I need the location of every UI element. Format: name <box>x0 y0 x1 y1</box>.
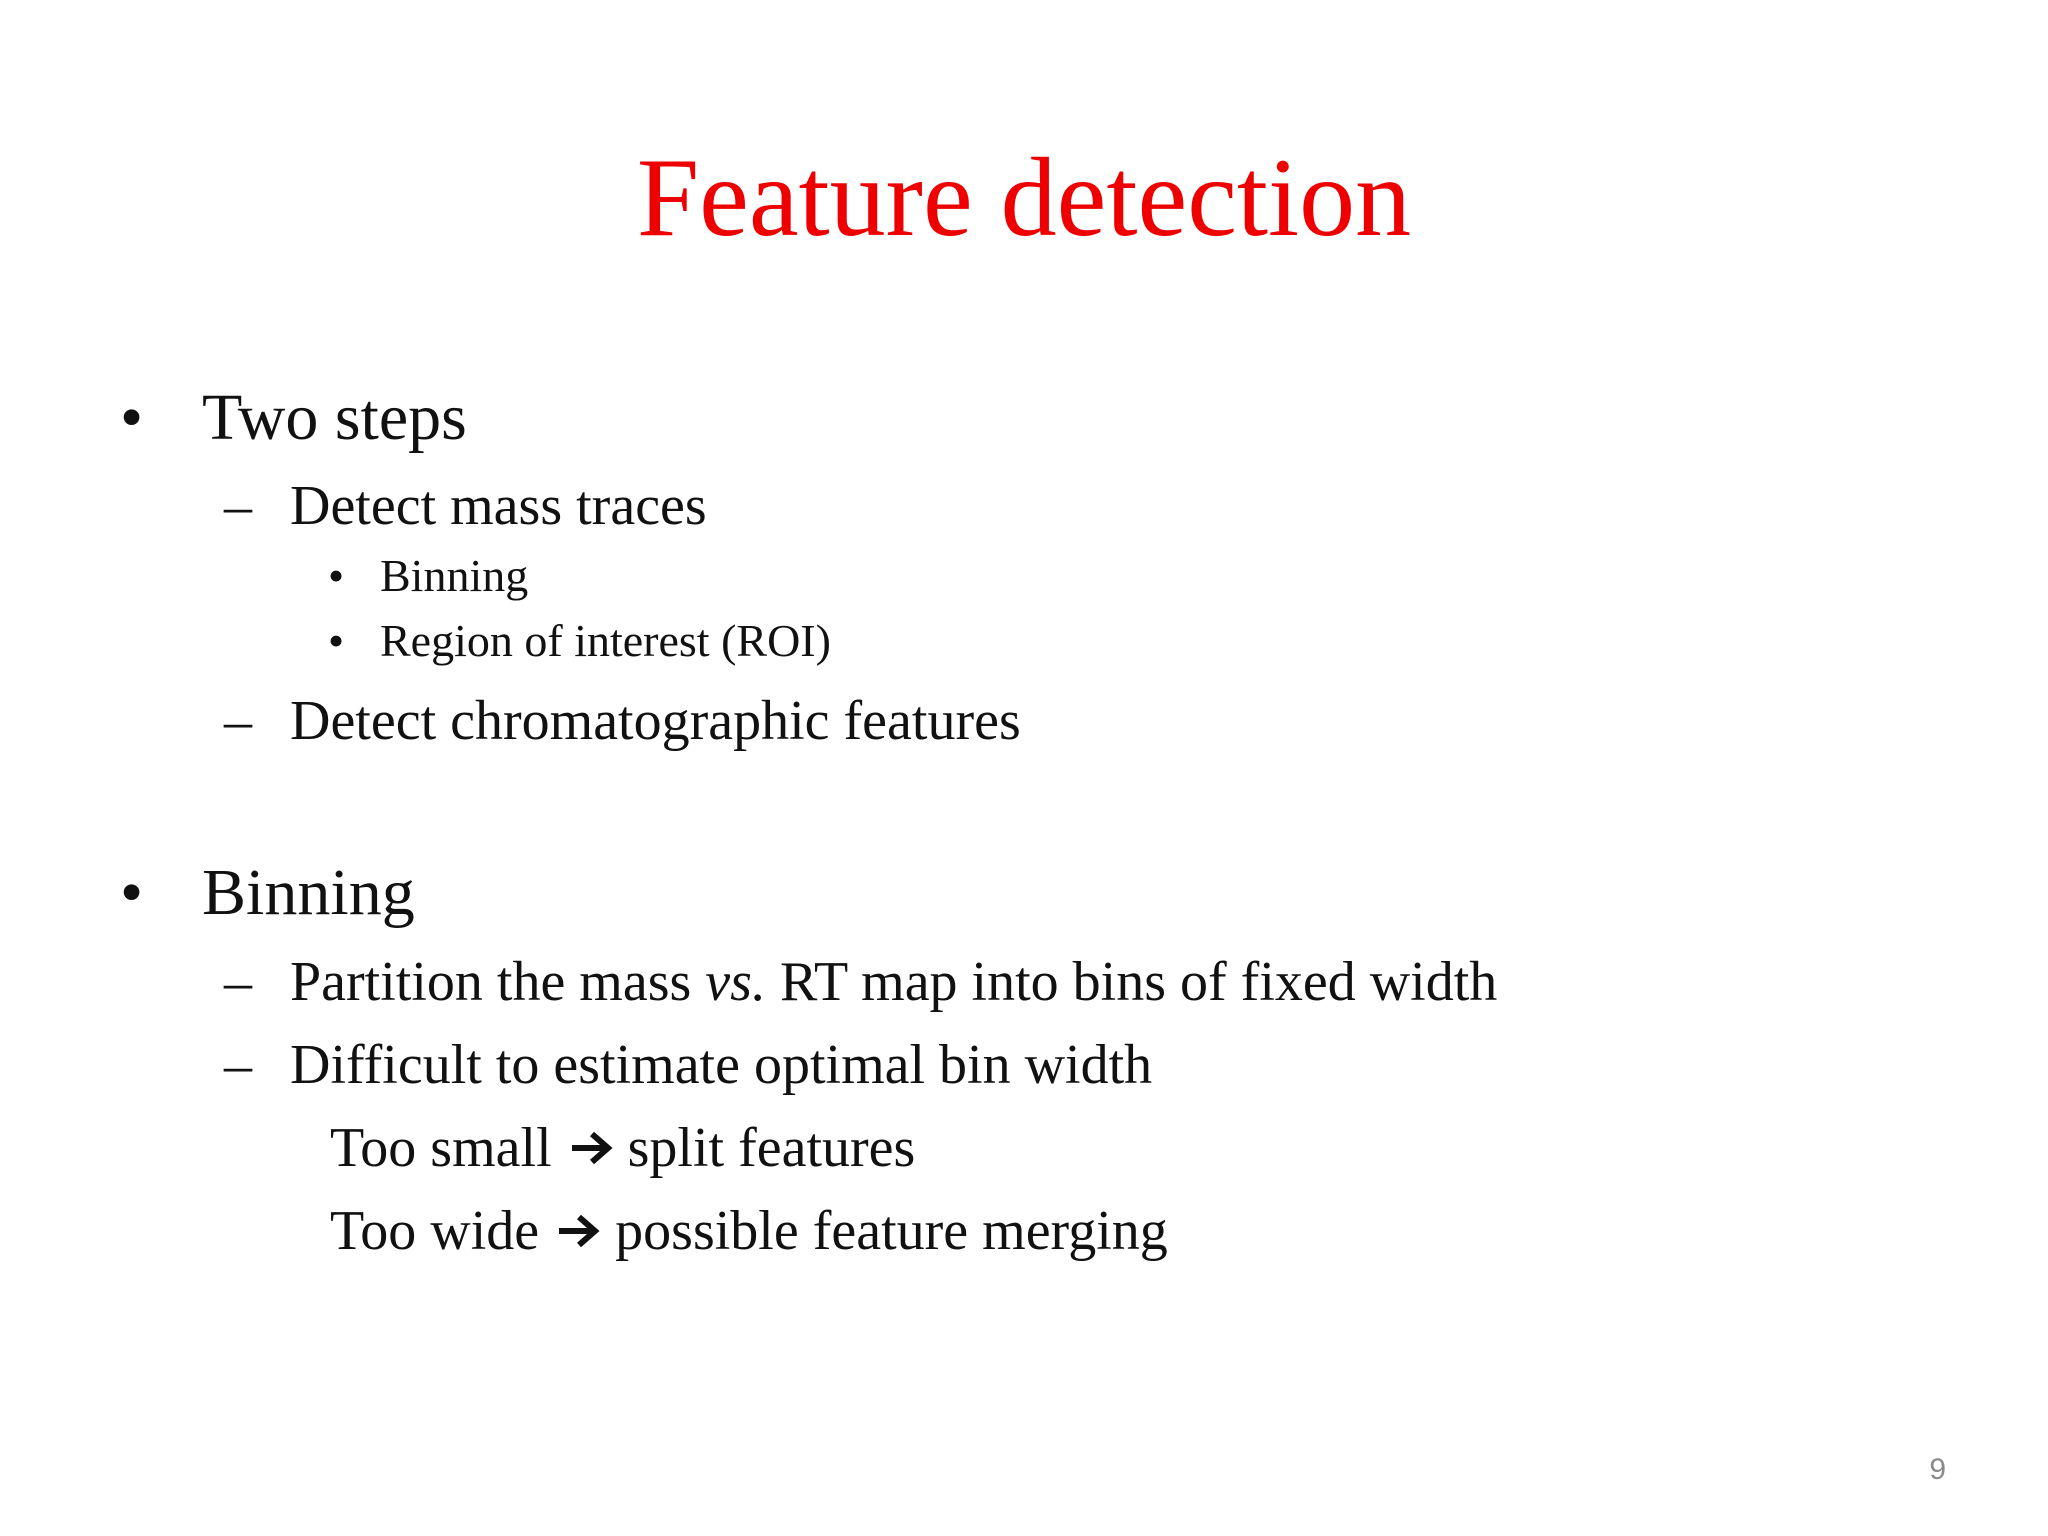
bullet-dot-icon: • <box>120 856 144 929</box>
dash-icon: – <box>224 475 252 537</box>
sub-sub-bullet-text: Binning <box>380 550 529 601</box>
note-too-wide <box>330 1196 1168 1266</box>
partition-text-end: RT map into bins of fixed width <box>765 951 1498 1013</box>
note-left-text: Too wide <box>330 1200 540 1262</box>
dash-icon: – <box>224 690 252 752</box>
sub-bullet-text: Detect mass traces <box>290 475 707 537</box>
sub-sub-bullet-text: Region of interest (ROI) <box>380 615 831 666</box>
bullet-text: Binning <box>202 856 415 929</box>
note-left-text: Too small <box>330 1117 552 1179</box>
page-number: 9 <box>1929 1453 1946 1486</box>
sub-bullet-text: Detect chromatographic features <box>290 690 1021 752</box>
slide-title: Feature detection <box>636 136 1412 260</box>
sub-bullet-text <box>290 947 1497 1017</box>
bullet-text: Two steps <box>202 381 467 454</box>
partition-text-italic: vs. <box>705 951 766 1013</box>
partition-text-start: Partition the mass <box>290 951 706 1013</box>
dash-icon: – <box>224 951 252 1013</box>
right-arrow-icon <box>557 1213 601 1249</box>
note-too-small <box>330 1113 915 1183</box>
bullet-dot-icon: • <box>328 550 345 601</box>
dash-icon: – <box>224 1034 252 1096</box>
right-arrow-icon <box>570 1130 614 1166</box>
note-right-text: possible feature merging <box>615 1200 1168 1262</box>
sub-bullet-text: Difficult to estimate optimal bin width <box>290 1034 1153 1096</box>
bullet-dot-icon: • <box>120 381 144 454</box>
note-right-text: split features <box>627 1117 916 1179</box>
bullet-dot-icon: • <box>328 615 345 666</box>
